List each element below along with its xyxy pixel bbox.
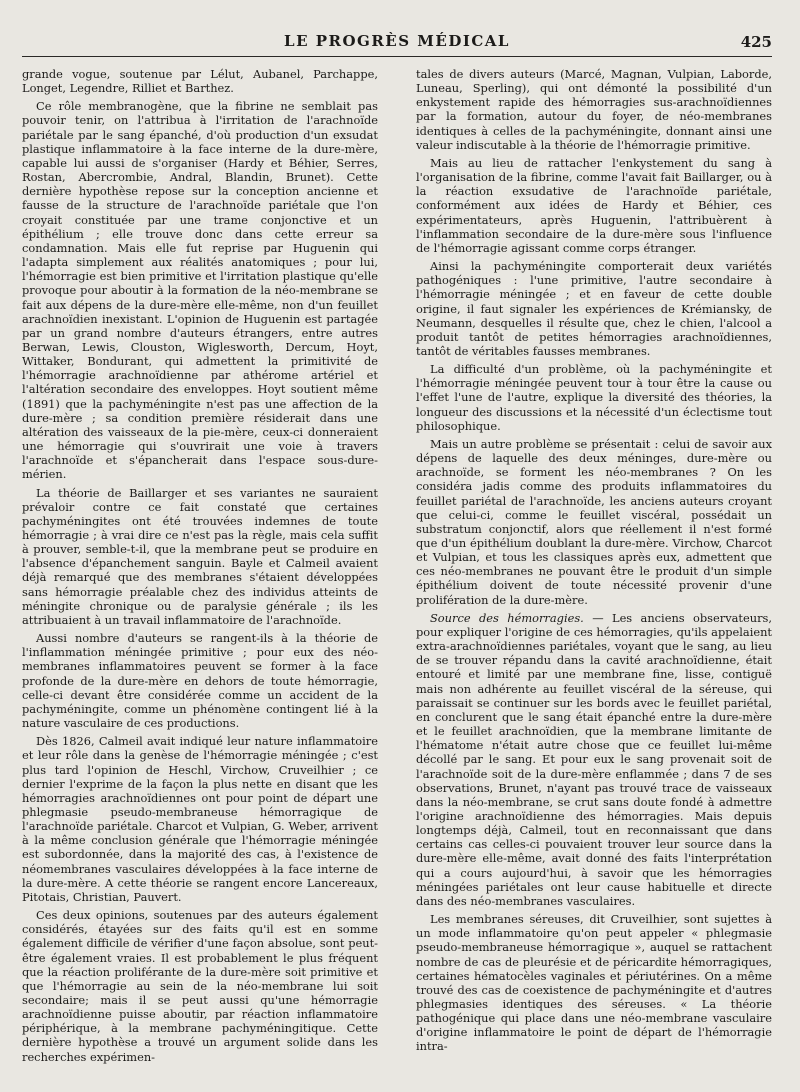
paragraph: Mais au lieu de rattacher l'enkystement du sang à l'organisation de la fibrine, comme l'avait fait Baillarger, ou à la réaction exsudative de l'arachnoïde pariétale, conformément aux idées de Hardy et Béhier, ces expérimentateurs, après Huguenin, l'attribuèrent à l'inflammation secondaire de la dure-mère sous l'influence de l'hémorragie agissant comme corps étranger. (416, 155, 772, 255)
paragraph: Mais un autre problème se présentait : celui de savoir aux dépens de laquelle des deux méninges, dure-mère ou arachnoïde, se forment les néo-membranes ? On les considéra jadis comme des produits inflammatoires du feuillet pariétal de l'arachnoïde, les anciens auteurs croyant que celui-ci, comme le feuillet viscéral, possédait un substratum conjonctif, alors que réellement il n'est formé que d'un épithélium doublant la dure-mère. Virchow, Charcot et Vulpian, et tous les classiques après eux, admettent que ces néo-membranes ne pouvant être le produit d'un simple épithélium doivent de toute nécessité provenir d'une prolifération de la dure-mère. (416, 436, 772, 607)
paragraph: La théorie de Baillarger et ses variantes ne sauraient prévaloir contre ce fait constaté que certaines pachyméningites ont été trouvées indemnes de toute hémorragie ; à vrai dire ce n'est pas la règle, mais cela suffit à prouver, semble-t-il, que la membrane peut se produire en l'absence d'épanchement sanguin. Bayle et Calmeil avaient déjà remarqué que des membranes s'étaient développées sans hémorragie préalable chez des individus atteints de méningite chronique ou de paralysie générale ; ils les attribuaient à un travail inflammatoire de l'arachnoïde. (22, 485, 378, 627)
text-columns (22, 67, 772, 1068)
paragraph: Ces deux opinions, soutenues par des auteurs également considérés, étayées sur des faits qu'il est en somme également difficile de vérifier d'une façon absolue, sont peut-être également vraies. Il est probablement le plus fréquent que la réaction proliférante de la dure-mère soit primitive et que l'hémorragie au sein de la néo-membrane lui soit secondaire; mais il se peut aussi qu'une hémorragie arachnoïdienne puisse aboutir, par réaction inflammatoire périphérique, à la membrane pachyméningitique. Cette dernière hypothèse a trouvé un argument solide dans les recherches expérimen- (22, 908, 378, 1064)
paragraph: grande vogue, soutenue par Lélut, Aubanel, Parchappe, Longet, Legendre, Rilliet et Barthez. (22, 67, 378, 96)
paragraph: tales de divers auteurs (Marcé, Magnan, Vulpian, Laborde, Luneau, Sperling), qui ont démonté la possibilité d'un enkystement rapide des hémorragies sus-arachnoïdiennes par la formation, autour du foyer, de néo-membranes identiques à celles de la pachyméningite, donnant ainsi une valeur indiscutable à la théorie de l'hémorragie primitive. (416, 67, 772, 152)
paragraph: Dès 1826, Calmeil avait indiqué leur nature inflammatoire et leur rôle dans la genèse de l'hémorragie méningée ; c'est plus tard l'opinion de Heschl, Virchow, Cruveilhier ; ce dernier l'exprime de la façon la plus nette en disant que les hémorragies arachnoïdiennes ont pour point de départ une phlegmasie pseudo-membraneuse hémorragique de l'arachnoïde pariétale. Charcot et Vulpian, G. Weber, arrivent à la même conclusion générale que l'hémorragie méningée est subordonnée, dans la majorité des cas, à l'existence de néomembranes vasculaires développées à la face interne de la dure-mère. A cette théorie se rangent encore Lancereaux, Pitotais, Christian, Pauvert. (22, 734, 378, 904)
paragraph: Ce rôle membranogène, que la fibrine ne semblait pas pouvoir tenir, on l'attribua à l'irritation de l'arachnoïde pariétale par le sang épanché, d'où production d'un exsudat plastique inflammatoire à la face interne de la dure-mère, capable lui aussi de s'organiser (Hardy et Béhier, Serres, Rostan, Abercrombie, Andral, Blandin, Brunet). Cette dernière hypothèse repose sur la conception ancienne et fausse de la structure de l'arachnoïde pariétale que l'on croyait constituée par une trame conjonctive et un épithélium ; elle trouve donc dans cette erreur sa condamnation. Mais elle fut reprise par Huguenin qui l'adapta simplement aux réalités anatomiques ; pour lui, l'hémorragie est bien primitive et l'irritation plastique qu'elle provoque pour aboutir à la formation de la néo-membrane se fait aux dépens de la dure-mère elle-même, non d'un feuillet arachnoïdien inexistant. L'opinion de Huguenin est partagée par un grand nombre d'auteurs étrangers, entre autres Berwan, Lewis, Clouston, Wiglesworth, Dercum, Hoyt, Wittaker, Bondurant, qui admettent la primitivité de l'hémorragie arachnoïdienne par athérome artériel et l'altération secondaire des enveloppes. Hoyt soutient même (1891) que la pachyméningite n'est pas une affection de la dure-mère ; sa condition première résiderait dans une altération des vaisseaux de la pie-mère, ceux-ci donneraient une hémorragie qui s'ouvrirait une voie à travers l'arachnoïde et s'épancherait dans l'espace sous-dure-mérien. (22, 99, 378, 482)
paragraph: Les membranes séreuses, dit Cruveilhier, sont sujettes à un mode inflammatoire qu'on peut appeler « phlegmasie pseudo-membraneuse hémorragique », auquel se rattachent nombre de cas de pleurésie et de péricardite hémorragiques, certaines hématocèles vaginales et périutérines. On a même trouvé des cas de coexistence de pachyméningite et d'autres phlegmasies identiques des séreuses. « La théorie pathogénique qui place dans une néo-membrane vasculaire d'origine inflammatoire le point de départ de l'hémorragie intra- (416, 912, 772, 1054)
paragraph: Aussi nombre d'auteurs se rangent-ils à la théorie de l'inflammation méningée primitive ; pour eux des néo-membranes inflammatoires peuvent se former à la face profonde de la dure-mère en dehors de toute hémorragie, celle-ci devant être considérée comme un accident de la pachyméningite, comme un phénomène contingent lié à la nature vasculaire de ces productions. (22, 631, 378, 731)
right-column (416, 67, 772, 1068)
paragraph: Ainsi la pachyméningite comporterait deux variétés pathogéniques : l'une primitive, l'autre secondaire à l'hémorragie méningée ; et en faveur de cette double origine, il faut signaler les expériences de Krémiansky, de Neumann, desquelles il résulte que, chez le chien, l'alcool a produit tantôt de petites hémorragies arachnoïdiennes, tantôt de véritables fausses membranes. (416, 259, 772, 358)
left-column (22, 67, 378, 1068)
journal-title: LE PROGRÈS MÉDICAL (284, 32, 510, 50)
page-number: 425 (740, 33, 772, 51)
section-paragraph (416, 611, 772, 908)
running-header (22, 30, 772, 57)
paragraph-text: Les anciens observateurs, pour expliquer l'origine de ces hémorragies, qu'ils appelaient extra-arachnoïdiennes pariétales, voyant que le sang, au lieu de se trouver répandu dans la cavité arachnoïdienne, était entouré et limité par une membrane fine, lisse, contiguë mais non adhérente au feuillet viscéral de la séreuse, qui paraissait se continuer sur les bords avec le feuillet pariétal, en conclurent que le sang était épanché entre la dure-mère et le feuillet arachnoïdien, que la membrane limitante de l'hématome n'était autre chose que ce feuillet lui-même décollé par le sang. Et pour eux le sang provenait soit de l'arachnoïde soit de la dure-mère enflammée ; dans 7 de ses observations, Brunet, n'ayant pas trouvé trace de vaisseaux dans la néo-membrane, se crut sans doute fondé à admettre l'origine arachnoïdienne des hémorragies. Mais depuis longtemps déjà, Calmeil, tout en reconnaissant que dans certains cas celles-ci pouvaient trouver leur source dans la dure-mère elle-même, avait donné des faits l'interprétation qui a cours aujourd'hui, à savoir que les hémorragies méningées pariétales ont leur cause habituelle et directe dans des néo-membranes vasculaires. (416, 610, 772, 908)
paragraph: La difficulté d'un problème, où la pachyméningite et l'hémorragie méningée peuvent tour à tour être la cause ou l'effet l'une de l'autre, explique la diversité des théories, la longueur des discussions et la nécessité d'un éclectisme tout philosophique. (416, 362, 772, 433)
section-heading: Source des hémorragies. — (430, 610, 604, 625)
